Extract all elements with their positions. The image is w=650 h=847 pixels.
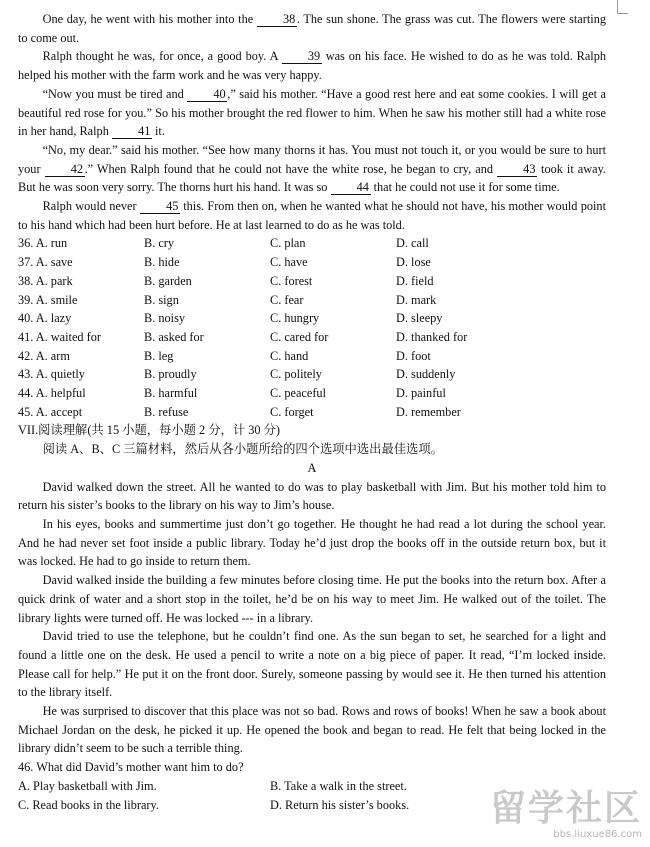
question-46-option-a: A. Play basketball with Jim.	[18, 778, 157, 793]
question-46-option-d: D. Return his sister’s books.	[270, 797, 410, 812]
option-41-d: D. thanked for	[396, 329, 468, 344]
section-heading: VII.阅读理解(共 15 小题，每小题 2 分，计 30 分)	[18, 423, 280, 438]
option-37-c: C. have	[270, 255, 308, 270]
question-46-option-b: B. Take a walk in the street.	[270, 778, 407, 793]
blank-38: 38	[257, 12, 297, 27]
option-43-b: B. proudly	[144, 367, 197, 382]
cloze-options-grid	[18, 234, 606, 421]
option-36-b: B. cry	[144, 236, 175, 251]
option-44-d: D. painful	[396, 386, 446, 401]
cloze-paragraph-1: One day, he went with his mother into the 38 . The sun shone. The grass was cut. The flowers were starting to come out.	[18, 12, 606, 45]
blank-42: 42	[45, 162, 85, 177]
option-44-c: C. peaceful	[270, 386, 326, 401]
option-42-d: D. foot	[396, 348, 431, 363]
watermark	[490, 789, 642, 841]
option-40-d: D. sleepy	[396, 311, 443, 326]
option-39-b: B. sign	[144, 292, 179, 307]
watermark-logo-text: 留学社区	[489, 788, 642, 829]
option-41-c: C. cared for	[270, 329, 329, 344]
blank-43: 43	[497, 162, 537, 177]
cloze-paragraph-4: “No, my dear.” said his mother. “See how many thorns it has. You must not touch it, or you would be sure to hurt your 42 .” When Ralph found that he could not have the white rose, he began to cry, and 43 took it away. But he was soon very sorry. The thorns hurt his hand. It was so 44 that he could not use it for some time.	[18, 142, 606, 195]
cloze-paragraph-5: Ralph would never 45 this. From then on, when he wanted what he should not have, his mother would point to his hand which had been hurt before. He at last learned to do as he was told.	[18, 199, 606, 232]
option-38-d: D. field	[396, 273, 434, 288]
option-39-c: C. fear	[270, 292, 304, 307]
option-37-a: 37. A. save	[18, 255, 73, 270]
cloze-paragraph-2: Ralph thought he was, for once, a good boy. A 39 was on his face. He wished to do as he was told. Ralph helped his mother with the farm work and he was very happy.	[18, 49, 606, 83]
option-42-b: B. leg	[144, 348, 174, 363]
reading-paragraph-3: David walked inside the building a few minutes before closing time. He put the books into the return box. After a quick drink of water and a short stop in the toilet, he’d be on his way to meet Jim. He walked out of the toilet. The library lights were turned off. He was locked --- in a library.	[18, 573, 606, 625]
page-corner-mark	[617, 0, 628, 14]
watermark-url: bbs.liuxue86.com	[553, 829, 642, 840]
option-36-a: 36. A. run	[18, 236, 68, 251]
option-43-d: D. suddenly	[396, 367, 456, 382]
option-41-a: 41. A. waited for	[18, 329, 101, 344]
passage-label: A	[307, 460, 317, 475]
option-45-d: D. remember	[396, 404, 461, 419]
blank-39: 39	[282, 49, 322, 64]
option-45-c: C. forget	[270, 404, 314, 419]
blank-40: 40	[187, 87, 227, 102]
option-42-c: C. hand	[270, 348, 309, 363]
option-39-a: 39. A. smile	[18, 292, 78, 307]
reading-paragraph-5: He was surprised to discover that this place was not so bad. Rows and rows of books! When he saw a book about Michael Jordan on the desk, he picked it up. He opened the book and began to read. He felt that being locked in the library didn’t seem to be such a terrible thing.	[18, 704, 606, 756]
option-38-c: C. forest	[270, 273, 313, 288]
option-38-b: B. garden	[144, 273, 192, 288]
exam-page	[18, 10, 606, 814]
cloze-paragraph-3: “Now you must be tired and 40 ,” said his mother. “Have a good rest here and eat some cookies. I will get a beautiful red rose for you.” So his mother brought the red flower to him. When he saw his mother still had a white rose in her hand, Ralph 41 it.	[18, 86, 606, 139]
option-37-d: D. lose	[396, 255, 431, 270]
option-41-b: B. asked for	[144, 329, 204, 344]
option-43-a: 43. A. quietly	[18, 367, 85, 382]
option-40-b: B. noisy	[144, 311, 185, 326]
option-38-a: 38. A. park	[18, 273, 73, 288]
blank-41: 41	[112, 124, 152, 139]
question-46-option-c: C. Read books in the library.	[18, 797, 159, 812]
reading-paragraph-1: David walked down the street. All he wanted to do was to play basketball with Jim. But his mother told him to return his sister’s books to the library on his way to Jim’s house.	[18, 479, 606, 513]
reading-paragraph-4: David tried to use the telephone, but he couldn’t find one. As the sun began to set, he searched for a light and found a little one on the desk. He used a pencil to write a note on a big piece of paper. It read, “I’m locked inside. Please call for help.” He put it on the front door. Surely, someone passing by would see it. He then turned his attention to the library itself.	[18, 629, 606, 700]
option-45-a: 45. A. accept	[18, 404, 83, 419]
option-43-c: C. politely	[270, 367, 322, 382]
option-44-a: 44. A. helpful	[18, 386, 86, 401]
reading-paragraph-2: In his eyes, books and summertime just don’t go together. He thought he had read a lot during the school year. And he had never set foot inside a public library. Today he’d just drop the books off in the outside return box, but it was locked. He had to go inside to return them.	[18, 516, 606, 569]
option-36-d: D. call	[396, 236, 429, 251]
question-46-stem: 46. What did David’s mother want him to do?	[18, 760, 244, 775]
option-40-c: C. hungry	[270, 311, 320, 326]
blank-45: 45	[140, 199, 180, 214]
option-39-d: D. mark	[396, 292, 437, 307]
option-42-a: 42. A. arm	[18, 348, 70, 363]
option-44-b: B. harmful	[144, 386, 198, 401]
option-45-b: B. refuse	[144, 404, 189, 419]
option-40-a: 40. A. lazy	[18, 311, 72, 326]
section-instruction: 阅读 A、B、C 三篇材料，然后从各小题所给的四个选项中选出最佳选项。	[42, 442, 443, 457]
option-37-b: B. hide	[144, 255, 180, 270]
option-36-c: C. plan	[270, 236, 306, 251]
blank-44: 44	[331, 180, 371, 195]
